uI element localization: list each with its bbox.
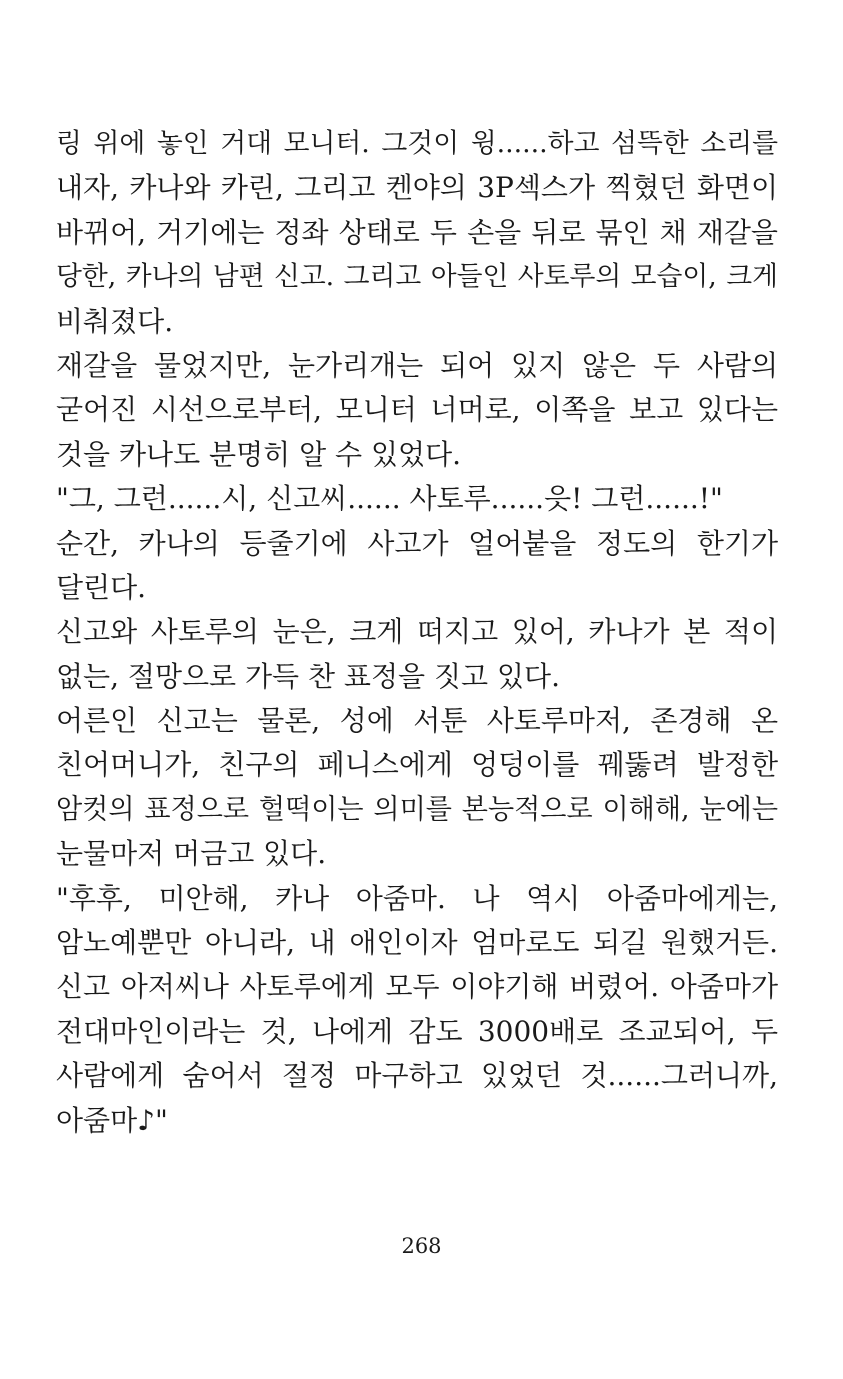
text-line: 어른인 신고는 물론, 성에 서툰 사토루마저, 존경해 온 (56, 704, 778, 738)
text-line: 암컷의 표정으로 헐떡이는 의미를 본능적으로 이해해, 눈에는 (56, 793, 778, 825)
text-line: 없는, 절망으로 가득 찬 표정을 짓고 있다. (56, 659, 560, 693)
text-line: 순간, 카나의 등줄기에 사고가 얼어붙을 정도의 한기가 (56, 526, 778, 560)
text-line: 것을 카나도 분명히 알 수 있었다. (56, 437, 462, 471)
text-line: 신고와 사토루의 눈은, 크게 떠지고 있어, 카나가 본 적이 (56, 615, 778, 649)
text-line: 눈물마저 머금고 있다. (56, 837, 327, 871)
text-line: 암노예뿐만 아니라, 내 애인이자 엄마로도 되길 원했거든. (56, 926, 778, 960)
text-line: 당한, 카나의 남편 신고. 그리고 아들인 사토루의 모습이, 크게 (56, 261, 778, 293)
page-number: 268 (401, 1234, 442, 1258)
text-line: 내자, 카나와 카린, 그리고 켄야의 3P섹스가 찍혔던 화면이 (56, 171, 778, 205)
body-text (56, 122, 778, 1143)
text-line: 달린다. (56, 570, 147, 604)
text-line: 전대마인이라는 것, 나에게 감도 3000배로 조교되어, 두 (56, 1014, 778, 1048)
text-line: "그, 그런......시, 신고씨...... 사토루......읏! 그런......!" (56, 482, 723, 516)
text-line: 아줌마♪" (56, 1103, 168, 1137)
text-line: 재갈을 물었지만, 눈가리개는 되어 있지 않은 두 사람의 (56, 348, 778, 382)
text-line: 신고 아저씨나 사토루에게 모두 이야기해 버렸어. 아줌마가 (56, 970, 778, 1004)
text-line: 링 위에 놓인 거대 모니터. 그것이 윙......하고 섬뜩한 소리를 (56, 128, 778, 159)
text-line: 사람에게 숨어서 절정 마구하고 있었던 것......그러니까, (56, 1059, 778, 1093)
text-line: 친어머니가, 친구의 페니스에게 엉덩이를 꿰뚫려 발정한 (56, 748, 778, 782)
text-line: 바뀌어, 거기에는 정좌 상태로 두 손을 뒤로 묶인 채 재갈을 (56, 215, 778, 249)
text-line: "후후, 미안해, 카나 아줌마. 나 역시 아줌마에게는, (56, 881, 778, 915)
text-line: 비춰졌다. (56, 304, 174, 338)
text-line: 굳어진 시선으로부터, 모니터 너머로, 이쪽을 보고 있다는 (56, 393, 778, 427)
